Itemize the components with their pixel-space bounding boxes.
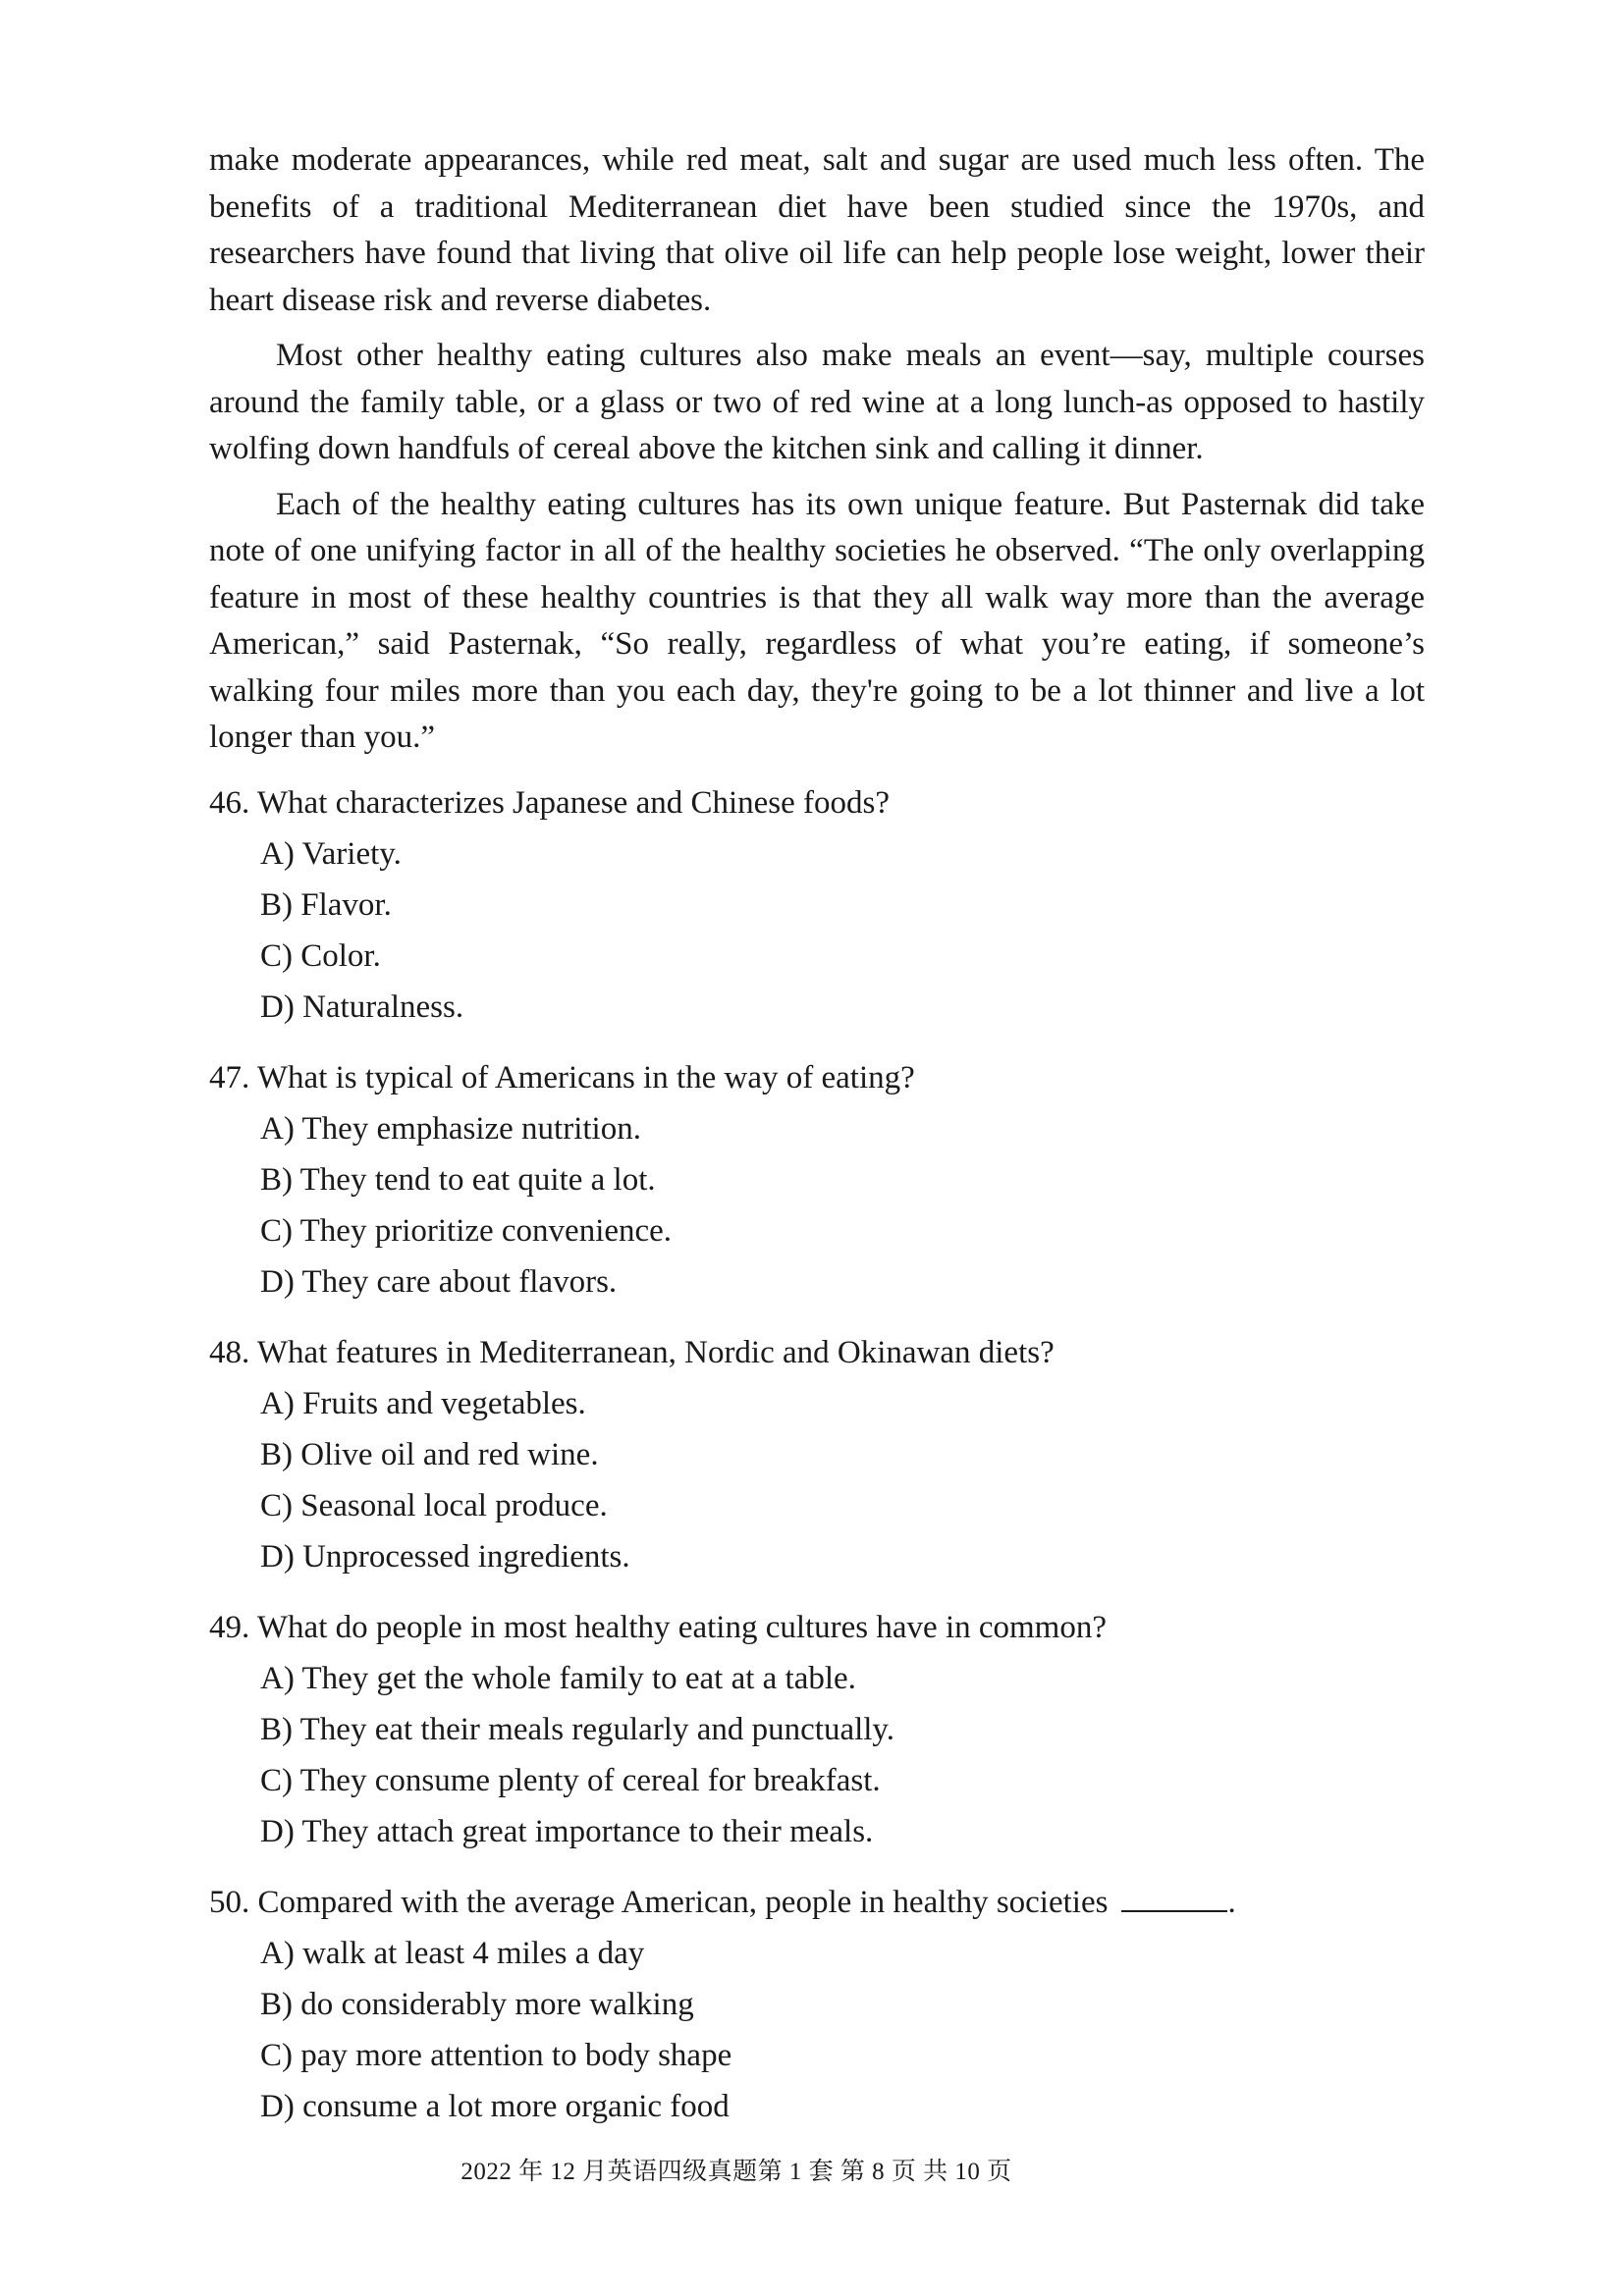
- option-d: D) consume a lot more organic food: [260, 2088, 730, 2124]
- question-stem: 47. What is typical of Americans in the way of eating?: [209, 1059, 915, 1095]
- reading-passage: [209, 137, 1425, 762]
- option-list: [209, 1653, 1425, 1857]
- option-b: B) Flavor.: [260, 886, 392, 923]
- question-stem: 49. What do people in most healthy eating cultures have in common?: [209, 1609, 1107, 1645]
- question-46: [209, 777, 1425, 1033]
- option-b: B) do considerably more walking: [260, 1986, 694, 2022]
- question-49: [209, 1602, 1425, 1857]
- option-c: C) Seasonal local produce.: [260, 1487, 608, 1523]
- question-50: [209, 1877, 1425, 2132]
- passage-paragraph: make moderate appearances, while red meat, salt and sugar are used much less often. The benefits of a traditional Mediterranean diet have been studied since the 1970s, and researchers have found that living that olive oil life can help people lose weight, lower their heart disease risk and reverse diabetes.: [209, 142, 1425, 318]
- option-a: A) They emphasize nutrition.: [260, 1110, 641, 1147]
- option-c: C) Color.: [260, 937, 381, 974]
- question-stem: [209, 1877, 1425, 1928]
- option-a: A) Fruits and vegetables.: [260, 1385, 586, 1421]
- question-list: [209, 777, 1425, 2132]
- option-d: D) They attach great importance to their meals.: [260, 1813, 874, 1849]
- option-b: B) They eat their meals regularly and punctually.: [260, 1711, 895, 1747]
- option-a: A) Variety.: [260, 835, 402, 872]
- option-b: B) Olive oil and red wine.: [260, 1436, 599, 1472]
- option-d: D) Unprocessed ingredients.: [260, 1538, 630, 1575]
- question-47: [209, 1052, 1425, 1308]
- option-a: A) They get the whole family to eat at a table.: [260, 1660, 856, 1696]
- option-a: A) walk at least 4 miles a day: [260, 1935, 645, 1971]
- option-d: D) Naturalness.: [260, 988, 464, 1025]
- option-d: D) They care about flavors.: [260, 1263, 618, 1300]
- exam-page: [209, 137, 1425, 2152]
- question-stem-end: .: [1227, 1884, 1236, 1920]
- question-stem: 46. What characterizes Japanese and Chinese foods?: [209, 784, 891, 821]
- question-stem: 48. What features in Mediterranean, Nordic and Okinawan diets?: [209, 1334, 1055, 1370]
- option-b: B) They tend to eat quite a lot.: [260, 1161, 656, 1198]
- passage-paragraph: Most other healthy eating cultures also make meals an event—say, multiple courses around the family table, or a glass or two of red wine at a long lunch-as opposed to hastily wolfing down handfuls of cereal above the kitchen sink and calling it dinner.: [209, 338, 1425, 466]
- question-stem-text: 50. Compared with the average American, people in healthy societies: [209, 1884, 1109, 1920]
- option-list: [209, 1928, 1425, 2132]
- option-c: C) They prioritize convenience.: [260, 1212, 673, 1249]
- option-list: [209, 1103, 1425, 1308]
- option-c: C) pay more attention to body shape: [260, 2037, 732, 2073]
- option-list: [209, 828, 1425, 1033]
- question-48: [209, 1327, 1425, 1582]
- option-c: C) They consume plenty of cereal for breakfast.: [260, 1762, 881, 1798]
- option-list: [209, 1378, 1425, 1582]
- passage-paragraph: Each of the healthy eating cultures has its own unique feature. But Pasternak did take note of one unifying factor in all of the healthy societies he observed. “The only overlapping feature in most of these healthy countries is that they all walk way more than the average American,” said Pasternak, “So really, regardless of what you’re eating, if someone’s walking four miles more than you each day, they're going to be a lot thinner and live a lot longer than you.”: [209, 486, 1425, 755]
- answer-blank: [1121, 1885, 1227, 1912]
- page-footer: 2022 年 12 月英语四级真题第 1 套 第 8 页 共 10 页: [460, 2159, 1012, 2185]
